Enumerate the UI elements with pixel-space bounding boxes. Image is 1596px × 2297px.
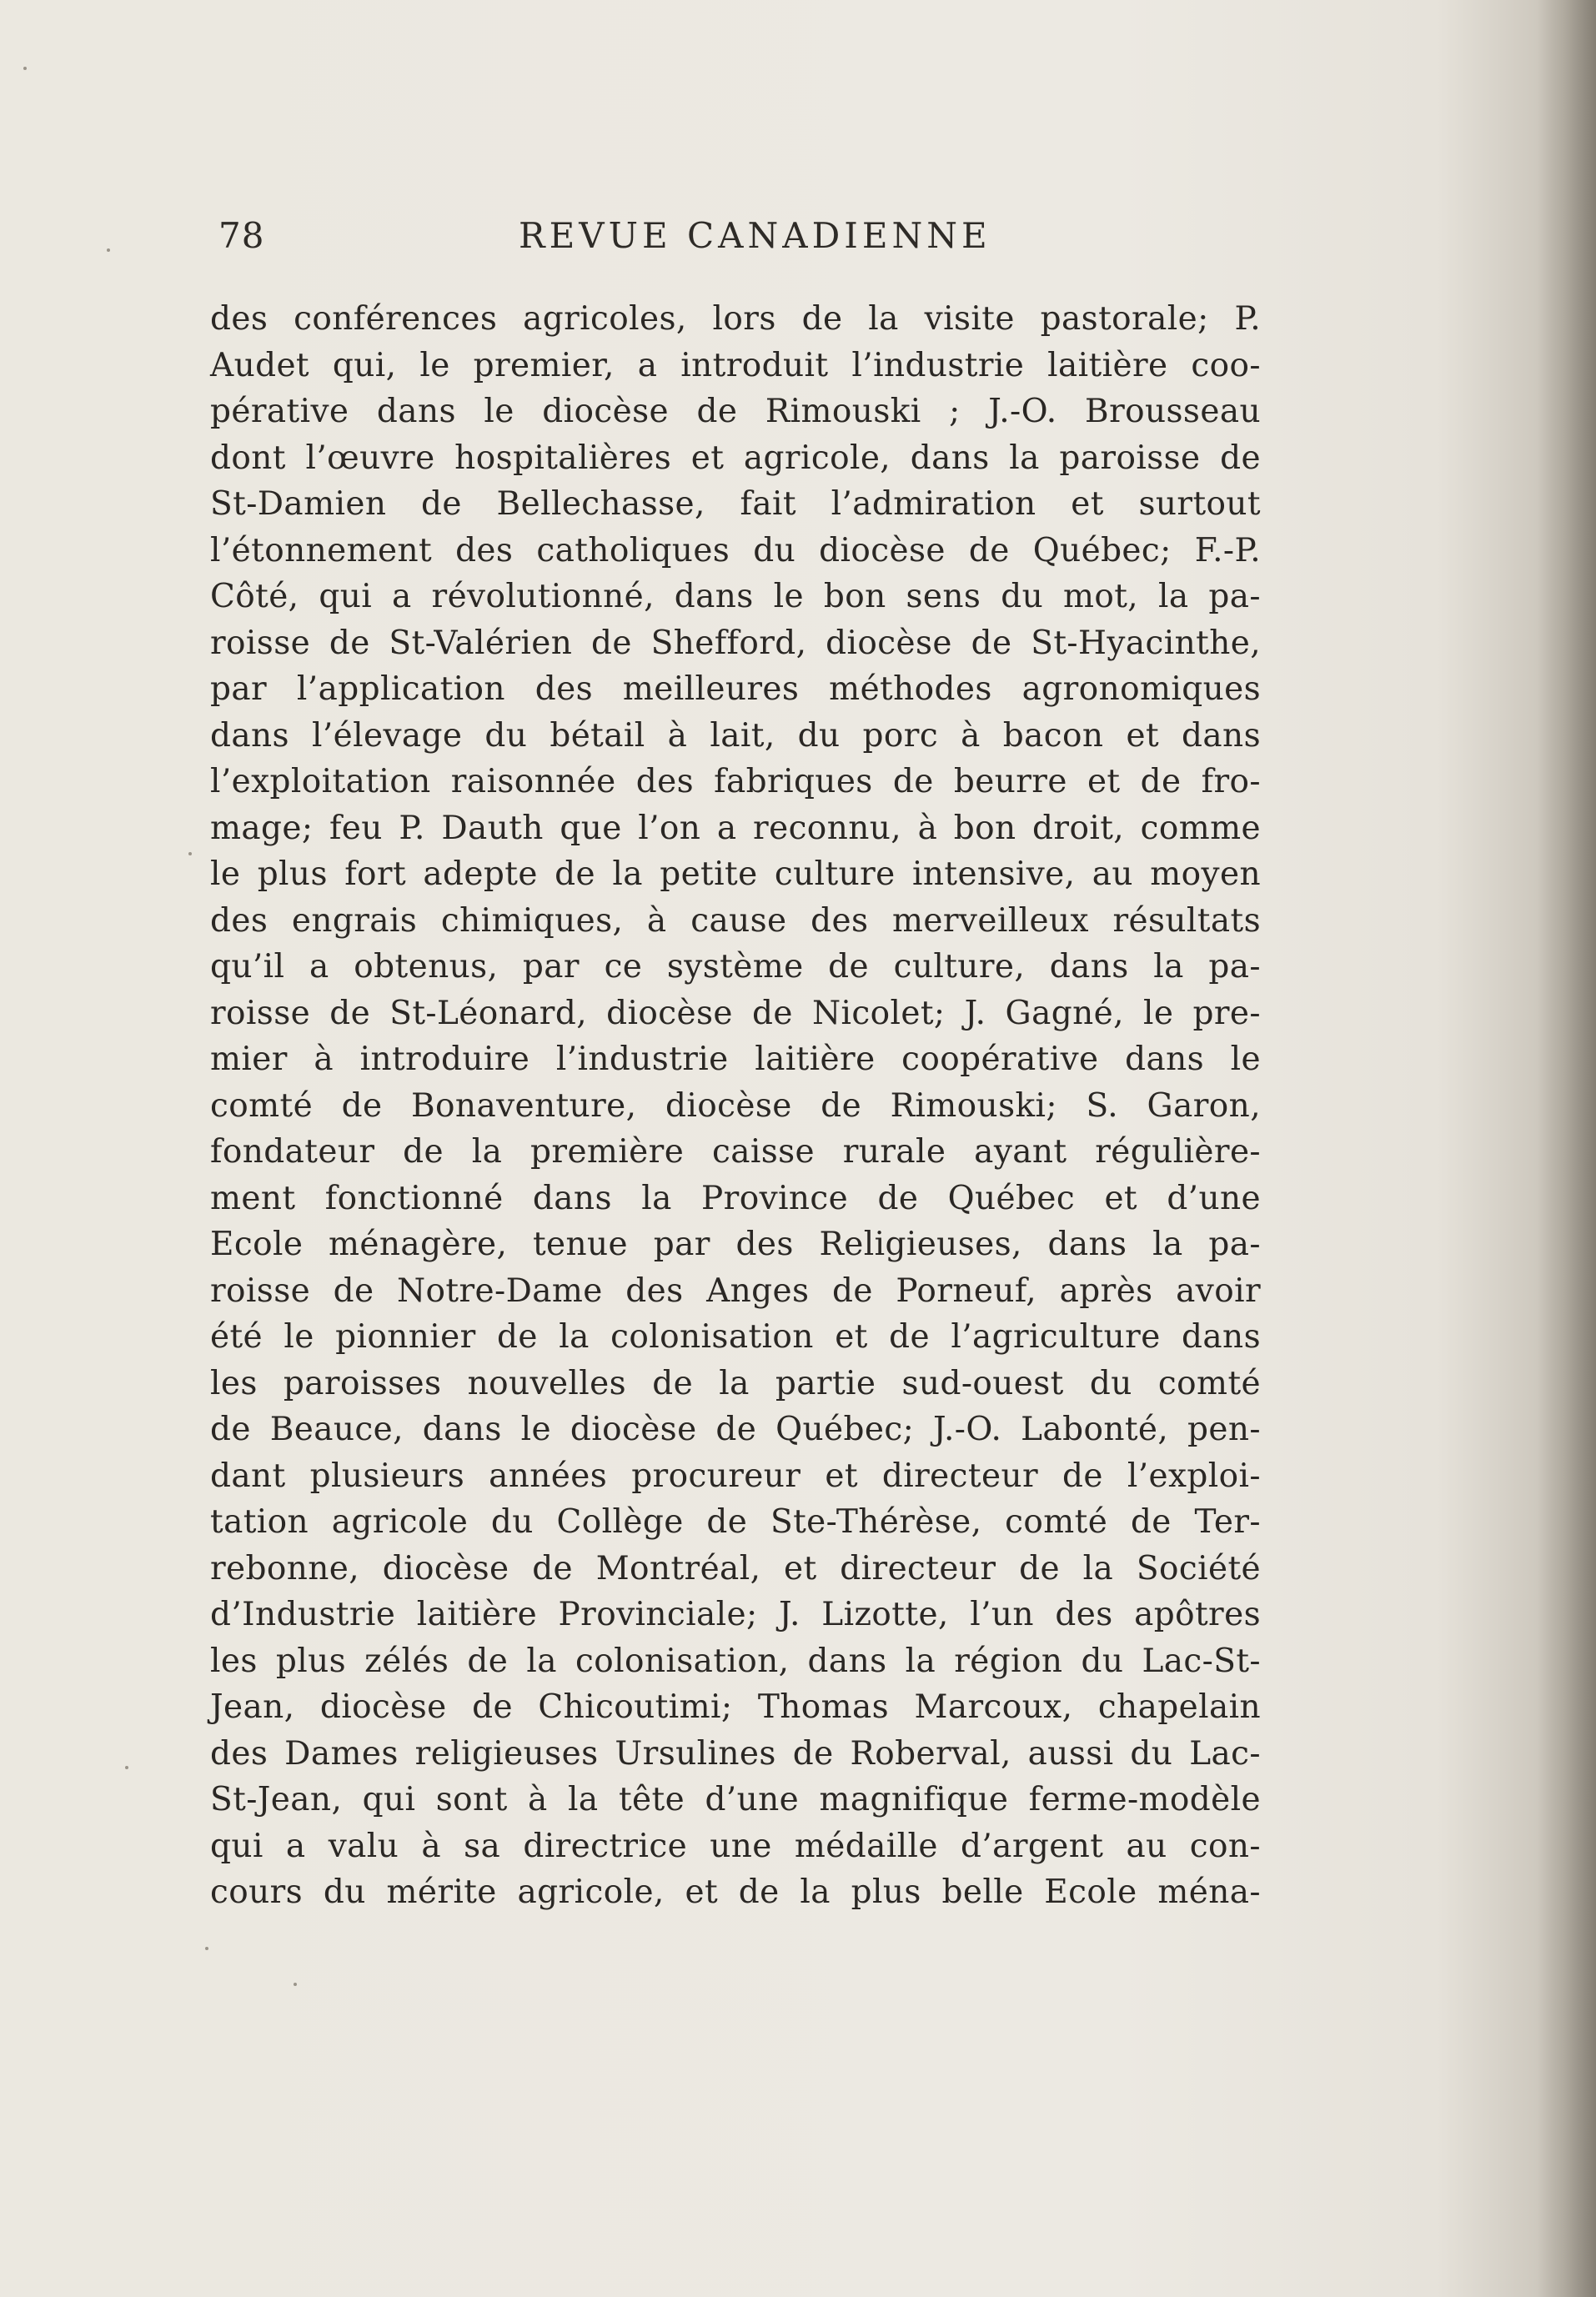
text-line: qui a valu à sa directrice une médaille d’argent au con- [210,1827,1261,1865]
text-line: fondateur de la première caisse rurale ayant régulière- [210,1133,1261,1171]
text-line: Audet qui, le premier, a introduit l’industrie laitière coo- [210,346,1261,384]
page-header [218,215,1261,265]
text-line: Ecole ménagère, tenue par des Religieuses, dans la pa- [210,1226,1261,1263]
text-line: les plus zélés de la colonisation, dans la région du Lac-St- [210,1642,1261,1680]
text-line: des Dames religieuses Ursulines de Roberval, aussi du Lac- [210,1734,1261,1773]
text-line: cours du mérite agricole, et de la plus belle Ecole ména- [210,1873,1261,1911]
page-number: 78 [218,215,265,256]
text-line: mier à introduire l’industrie laitière coopérative dans le [210,1041,1261,1078]
text-line: comté de Bonaventure, diocèse de Rimouski; S. Garon, [210,1086,1261,1125]
text-line: ment fonctionné dans la Province de Québec et d’une [210,1179,1261,1217]
text-line: de Beauce, dans le diocèse de Québec; J.-O. Labonté, pen- [210,1411,1261,1448]
text-line: Côté, qui a révolutionné, dans le bon sens du mot, la pa- [210,578,1261,615]
text-line: l’exploitation raisonnée des fabriques de beurre et de fro- [210,763,1261,800]
text-line: pérative dans le diocèse de Rimouski ; J.-O. Brousseau [210,393,1261,430]
body-text [210,296,1261,1916]
text-line: dans l’élevage du bétail à lait, du porc à bacon et dans [210,716,1261,755]
text-line: St-Jean, qui sont à la tête d’une magnifique ferme-modèle [210,1781,1261,1818]
text-line: rebonne, diocèse de Montréal, et directeur de la Société [210,1549,1261,1587]
text-line: roisse de St-Léonard, diocèse de Nicolet; J. Gagné, le pre- [210,994,1261,1032]
text-line: l’étonnement des catholiques du diocèse de Québec; F.-P. [210,531,1261,569]
text-line: par l’application des meilleures méthodes agronomiques [210,670,1261,708]
text-line: le plus fort adepte de la petite culture intensive, au moyen [210,855,1261,893]
text-line: St-Damien de Bellechasse, fait l’admiration et surtout [210,485,1261,523]
text-line: des engrais chimiques, à cause des merveilleux résultats [210,901,1261,940]
text-line: les paroisses nouvelles de la partie sud-ouest du comté [210,1364,1261,1402]
paper-speck [188,852,192,855]
text-line: dont l’œuvre hospitalières et agricole, dans la paroisse de [210,439,1261,477]
paper-speck [23,67,27,70]
text-line: des conférences agricoles, lors de la visite pastorale; P. [210,300,1261,338]
running-title: REVUE CANADIENNE [519,215,991,256]
text-line: mage; feu P. Dauth que l’on a reconnu, à bon droit, comme [210,809,1261,847]
text-line: roisse de St-Valérien de Shefford, diocèse de St-Hyacinthe, [210,624,1261,662]
text-line: d’Industrie laitière Provinciale; J. Lizotte, l’un des apôtres [210,1596,1261,1633]
text-line: Jean, diocèse de Chicoutimi; Thomas Marcoux, chapelain [210,1688,1261,1726]
paper-speck [107,248,110,252]
paper-speck [125,1766,128,1769]
paper-speck [294,1983,297,1986]
text-line: roisse de Notre-Dame des Anges de Porneuf, après avoir [210,1271,1261,1310]
paper-speck [205,1947,208,1950]
text-line: qu’il a obtenus, par ce système de culture, dans la pa- [210,948,1261,986]
text-line: tation agricole du Collège de Ste-Thérèse, comté de Ter- [210,1503,1261,1541]
page-edge-shadow [1538,0,1596,2297]
text-line: dant plusieurs années procureur et directeur de l’exploi- [210,1457,1261,1495]
text-line: été le pionnier de la colonisation et de l’agriculture dans [210,1318,1261,1356]
